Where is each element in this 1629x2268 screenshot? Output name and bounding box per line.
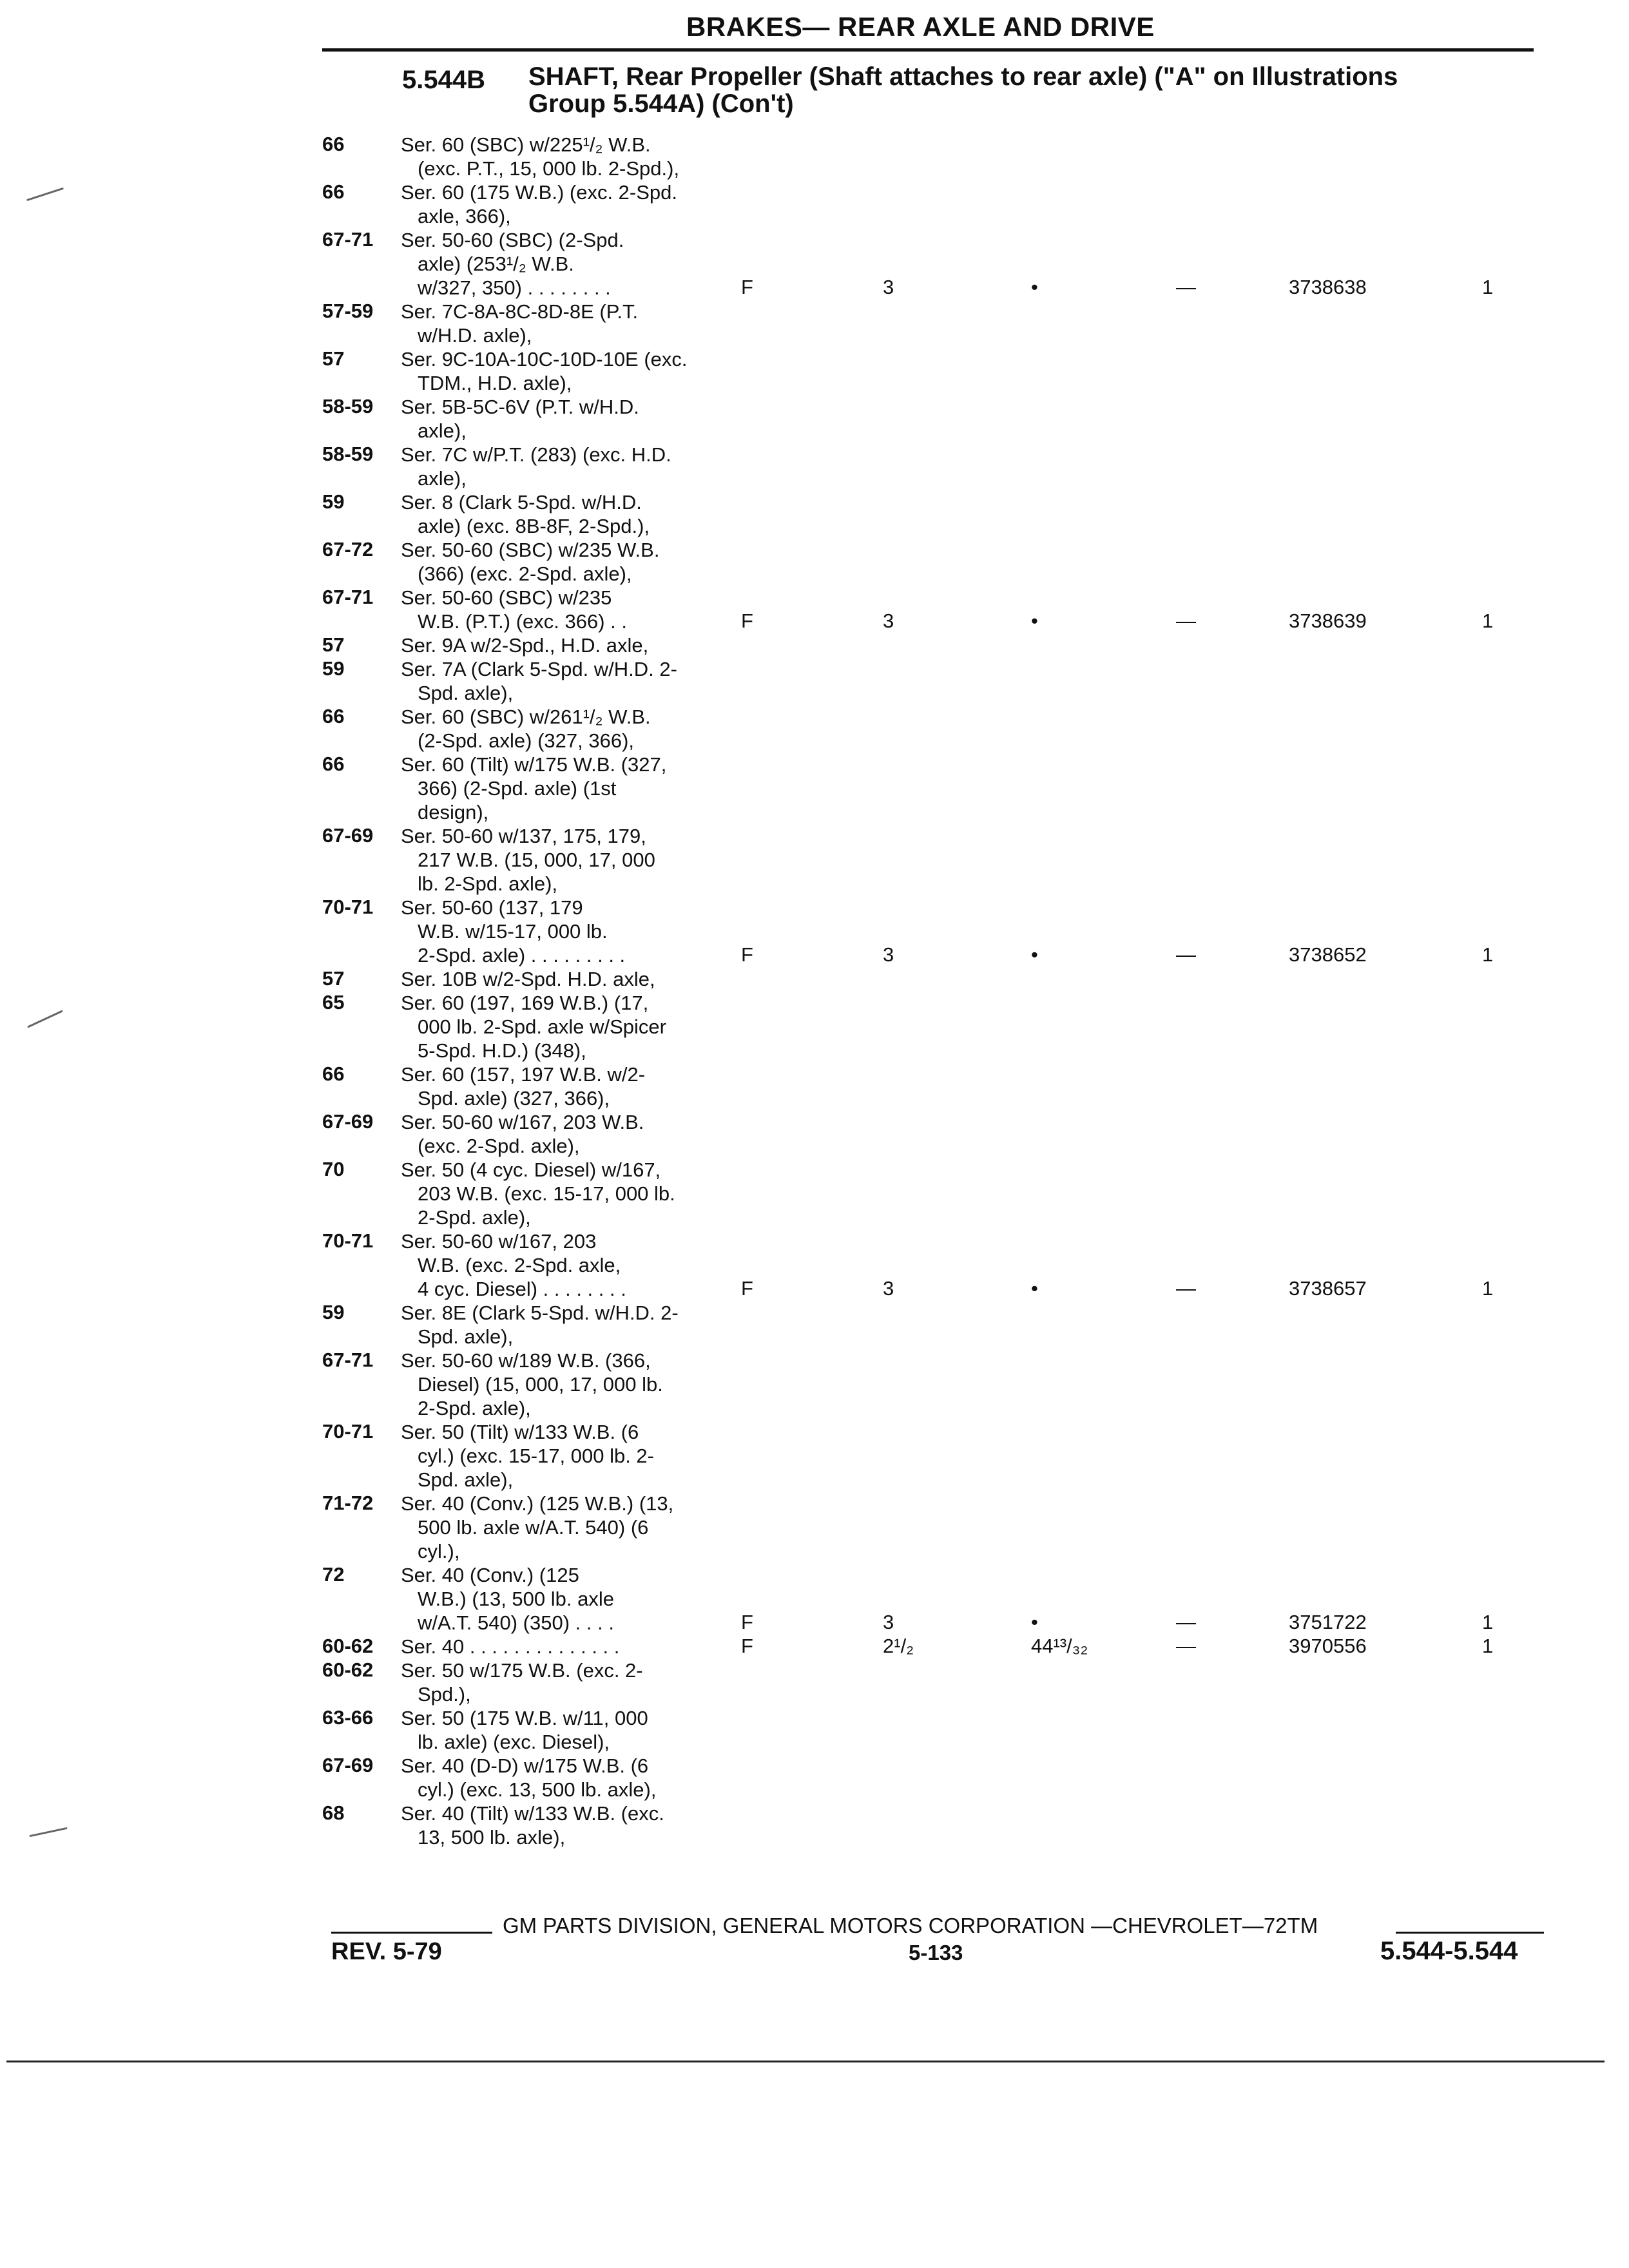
data-row-dash: — xyxy=(1176,1635,1196,1657)
entry-description xyxy=(401,300,762,347)
section-title xyxy=(528,63,1527,117)
entry-year: 59 xyxy=(322,657,345,680)
entry-description-line: Ser. 60 (SBC) w/225¹/₂ W.B. xyxy=(401,133,651,156)
section-number: 5.544B xyxy=(402,66,485,94)
entry-description-line: Ser. 50 (175 W.B. w/11, 000 xyxy=(401,1707,648,1729)
entry-description-line: axle), xyxy=(418,419,467,442)
data-row-dia: 2¹/₂ xyxy=(883,1635,914,1657)
entry-description xyxy=(401,443,762,490)
entry-year: 66 xyxy=(322,180,345,203)
entry-description-line: Ser. 50-60 (137, 179 xyxy=(401,896,583,919)
entry-description-line: Ser. 10B w/2-Spd. H.D. axle, xyxy=(401,968,655,990)
entry-description-line: Ser. 40 (Conv.) (125 xyxy=(401,1564,579,1586)
entry-year: 59 xyxy=(322,490,345,513)
header-rule xyxy=(322,48,1534,52)
entry-description xyxy=(401,1635,762,1658)
entry-year: 58-59 xyxy=(322,395,374,418)
data-row-type: F xyxy=(741,276,753,298)
data-row-part: 3738638 xyxy=(1289,276,1367,298)
entry-description xyxy=(401,1110,762,1158)
margin-mark xyxy=(29,1827,67,1837)
entry-year: 59 xyxy=(322,1301,345,1323)
entry-description xyxy=(401,133,762,180)
entry-description xyxy=(401,1158,762,1229)
entry-year: 57 xyxy=(322,967,345,990)
data-row-type: F xyxy=(741,943,753,966)
entry-description-line: Diesel) (15, 000, 17, 000 lb. xyxy=(418,1373,663,1396)
entry-description xyxy=(401,1301,762,1349)
entry-description-line: 366) (2-Spd. axle) (1st xyxy=(418,777,617,800)
bottom-rule xyxy=(6,2061,1605,2062)
entry-description-line: Ser. 50-60 (SBC) w/235 W.B. xyxy=(401,539,660,561)
data-row-type: F xyxy=(741,1635,753,1657)
entry-description-line: Spd. axle), xyxy=(418,1325,514,1348)
entry-year: 70-71 xyxy=(322,1420,374,1443)
entry-description-line: Ser. 40 . . . . . . . . . . . . . . xyxy=(401,1635,620,1658)
footer-page-number: 5-133 xyxy=(909,1941,963,1965)
data-row-qty: 1 xyxy=(1482,276,1494,298)
entry-description xyxy=(401,586,762,633)
entry-description xyxy=(401,1754,762,1802)
data-row-dash: — xyxy=(1176,943,1196,966)
data-row-length: • xyxy=(1031,1277,1038,1300)
entry-description-line: 5-Spd. H.D.) (348), xyxy=(418,1039,586,1062)
section-title-line-1: SHAFT, Rear Propeller (Shaft attaches to rear axle) ("A" on Illustrations xyxy=(528,62,1398,91)
data-row-qty: 1 xyxy=(1482,1277,1494,1300)
entry-description-line: Ser. 7C-8A-8C-8D-8E (P.T. xyxy=(401,300,639,323)
margin-mark xyxy=(27,1010,63,1028)
entry-description-line: Ser. 50-60 w/189 W.B. (366, xyxy=(401,1349,651,1372)
footer-publisher: GM PARTS DIVISION, GENERAL MOTORS CORPORATION —CHEVROLET—72TM xyxy=(503,1914,1318,1937)
entry-description-line: Ser. 60 (SBC) w/261¹/₂ W.B. xyxy=(401,706,651,728)
entry-description-line: 203 W.B. (exc. 15-17, 000 lb. xyxy=(418,1182,675,1205)
entry-description-line: 13, 500 lb. axle), xyxy=(418,1826,566,1849)
data-row-dia: 3 xyxy=(883,1277,894,1300)
margin-mark xyxy=(26,187,64,201)
entry-description-line: axle), xyxy=(418,467,467,490)
entry-description xyxy=(401,1492,762,1563)
entry-description-line: Ser. 40 (Conv.) (125 W.B.) (13, xyxy=(401,1492,674,1515)
entry-description-line: Spd. axle) (327, 366), xyxy=(418,1087,610,1110)
entry-year: 67-71 xyxy=(322,586,374,608)
entry-description xyxy=(401,1802,762,1849)
entry-year: 67-72 xyxy=(322,538,374,561)
data-row-dash: — xyxy=(1176,1277,1196,1300)
entry-description-line: 217 W.B. (15, 000, 17, 000 xyxy=(418,849,655,871)
data-row-length: • xyxy=(1031,276,1038,298)
entry-description xyxy=(401,657,762,705)
entry-description-line: Ser. 60 (157, 197 W.B. w/2- xyxy=(401,1063,646,1086)
entry-description xyxy=(401,1349,762,1420)
data-row-dash: — xyxy=(1176,1611,1196,1633)
entry-description xyxy=(401,1062,762,1110)
entry-year: 57 xyxy=(322,347,345,370)
data-row-length: • xyxy=(1031,943,1038,966)
footer-rule-right xyxy=(1396,1932,1544,1934)
entry-description-line: Ser. 7A (Clark 5-Spd. w/H.D. 2- xyxy=(401,658,677,680)
entry-description xyxy=(401,347,762,395)
entry-description-line: W.B. (P.T.) (exc. 366) . . xyxy=(418,610,628,633)
entry-description-line: Ser. 9C-10A-10C-10D-10E (exc. xyxy=(401,348,688,370)
data-row-part: 3738639 xyxy=(1289,610,1367,632)
entry-description-line: Ser. 50-60 w/167, 203 W.B. xyxy=(401,1111,644,1133)
entry-description xyxy=(401,1229,762,1301)
entry-description xyxy=(401,753,762,824)
entry-year: 70-71 xyxy=(322,896,374,918)
entry-description-line: axle, 366), xyxy=(418,205,511,227)
entry-description-line: 000 lb. 2-Spd. axle w/Spicer xyxy=(418,1015,666,1038)
entry-description-line: cyl.), xyxy=(418,1540,460,1562)
entry-description-line: 2-Spd. axle), xyxy=(418,1397,531,1419)
section-title-line-2: Group 5.544A) (Con't) xyxy=(528,90,794,118)
entry-year: 67-71 xyxy=(322,1349,374,1371)
entry-year: 58-59 xyxy=(322,443,374,465)
entry-year: 70 xyxy=(322,1158,345,1180)
entry-description-line: Ser. 7C w/P.T. (283) (exc. H.D. xyxy=(401,443,671,466)
footer-group-ref: 5.544-5.544 xyxy=(1380,1937,1518,1965)
entry-description xyxy=(401,633,762,657)
data-row-dia: 3 xyxy=(883,610,894,632)
entry-description-line: W.B. (exc. 2-Spd. axle, xyxy=(418,1254,621,1276)
entry-description-line: 500 lb. axle w/A.T. 540) (6 xyxy=(418,1516,649,1539)
entry-year: 68 xyxy=(322,1802,345,1824)
entry-description xyxy=(401,228,762,300)
entry-year: 72 xyxy=(322,1563,345,1586)
data-row-length: • xyxy=(1031,1611,1038,1633)
entry-description xyxy=(401,538,762,586)
entry-description xyxy=(401,705,762,753)
entry-description-line: Ser. 50 (4 cyc. Diesel) w/167, xyxy=(401,1158,661,1181)
entry-description xyxy=(401,180,762,228)
data-row-qty: 1 xyxy=(1482,943,1494,966)
entry-year: 67-69 xyxy=(322,824,374,847)
entry-description-line: 2-Spd. axle) . . . . . . . . . xyxy=(418,944,626,966)
entry-description-line: Spd. axle), xyxy=(418,682,514,704)
data-row-part: 3738652 xyxy=(1289,943,1367,966)
entry-year: 71-72 xyxy=(322,1492,374,1514)
entry-description-line: Ser. 9A w/2-Spd., H.D. axle, xyxy=(401,634,649,657)
entry-year: 60-62 xyxy=(322,1635,374,1657)
entry-description-line: lb. axle) (exc. Diesel), xyxy=(418,1731,610,1753)
footer-revision: REV. 5-79 xyxy=(331,1938,442,1965)
data-row-part: 3738657 xyxy=(1289,1277,1367,1300)
data-row-type: F xyxy=(741,1277,753,1300)
entry-description-line: design), xyxy=(418,801,489,823)
data-row-qty: 1 xyxy=(1482,1635,1494,1657)
entry-description-line: (exc. 2-Spd. axle), xyxy=(418,1135,580,1157)
entry-year: 67-71 xyxy=(322,228,374,251)
entry-description-line: (exc. P.T., 15, 000 lb. 2-Spd.), xyxy=(418,157,680,180)
entry-description-line: (366) (exc. 2-Spd. axle), xyxy=(418,562,632,585)
data-row-dia: 3 xyxy=(883,943,894,966)
entry-year: 63-66 xyxy=(322,1706,374,1729)
entry-year: 66 xyxy=(322,133,345,155)
data-row-dash: — xyxy=(1176,276,1196,298)
entry-description-line: w/A.T. 540) (350) . . . . xyxy=(418,1611,614,1634)
data-row-dash: — xyxy=(1176,610,1196,632)
entry-description-line: axle) (253¹/₂ W.B. xyxy=(418,253,574,275)
data-row-part: 3970556 xyxy=(1289,1635,1367,1657)
entry-description-line: Spd.), xyxy=(418,1683,471,1706)
entry-description-line: (2-Spd. axle) (327, 366), xyxy=(418,729,635,752)
entry-year: 65 xyxy=(322,991,345,1014)
entry-description-line: Ser. 60 (Tilt) w/175 W.B. (327, xyxy=(401,753,667,776)
entry-description-line: Ser. 50 (Tilt) w/133 W.B. (6 xyxy=(401,1421,639,1443)
entry-description xyxy=(401,395,762,443)
entry-description-line: axle) (exc. 8B-8F, 2-Spd.), xyxy=(418,515,650,537)
data-row-qty: 1 xyxy=(1482,610,1494,632)
entry-year: 66 xyxy=(322,753,345,775)
entry-year: 57-59 xyxy=(322,300,374,322)
data-row-qty: 1 xyxy=(1482,1611,1494,1633)
data-row-dia: 3 xyxy=(883,276,894,298)
entry-description-line: cyl.) (exc. 15-17, 000 lb. 2- xyxy=(418,1445,654,1467)
entry-description xyxy=(401,1563,762,1635)
entry-description-line: Ser. 5B-5C-6V (P.T. w/H.D. xyxy=(401,396,639,418)
entry-description xyxy=(401,1420,762,1492)
entry-year: 57 xyxy=(322,633,345,656)
entry-year: 67-69 xyxy=(322,1110,374,1133)
entry-description xyxy=(401,991,762,1062)
entry-description-line: Ser. 40 (D-D) w/175 W.B. (6 xyxy=(401,1754,649,1777)
entry-year: 66 xyxy=(322,1062,345,1085)
entry-description-line: 2-Spd. axle), xyxy=(418,1206,531,1229)
entry-description xyxy=(401,1706,762,1754)
entry-description-line: w/327, 350) . . . . . . . . xyxy=(418,276,611,299)
entry-description xyxy=(401,896,762,967)
data-row-type: F xyxy=(741,1611,753,1633)
entry-description-line: cyl.) (exc. 13, 500 lb. axle), xyxy=(418,1778,657,1801)
entry-description-line: w/H.D. axle), xyxy=(418,324,532,347)
entry-year: 60-62 xyxy=(322,1658,374,1681)
entry-description-line: Ser. 8 (Clark 5-Spd. w/H.D. xyxy=(401,491,642,514)
entry-description xyxy=(401,1658,762,1706)
entry-year: 70-71 xyxy=(322,1229,374,1252)
entry-description-line: Ser. 50 w/175 W.B. (exc. 2- xyxy=(401,1659,643,1682)
entry-description-line: Ser. 50-60 (SBC) (2-Spd. xyxy=(401,229,624,251)
entry-description-line: lb. 2-Spd. axle), xyxy=(418,872,558,895)
data-row-length: • xyxy=(1031,610,1038,632)
data-row-part: 3751722 xyxy=(1289,1611,1367,1633)
entry-description xyxy=(401,490,762,538)
data-row-type: F xyxy=(741,610,753,632)
entry-description-line: W.B.) (13, 500 lb. axle xyxy=(418,1588,614,1610)
entry-description-line: Spd. axle), xyxy=(418,1468,514,1491)
entry-description-line: Ser. 40 (Tilt) w/133 W.B. (exc. xyxy=(401,1802,664,1825)
page-header-title: BRAKES— REAR AXLE AND DRIVE xyxy=(686,12,1155,42)
entry-description xyxy=(401,824,762,896)
entry-description-line: Ser. 50-60 w/137, 175, 179, xyxy=(401,825,646,847)
entry-description-line: Ser. 8E (Clark 5-Spd. w/H.D. 2- xyxy=(401,1302,679,1324)
footer-rule-left xyxy=(331,1932,492,1934)
entry-year: 66 xyxy=(322,705,345,727)
entry-description-line: Ser. 60 (175 W.B.) (exc. 2-Spd. xyxy=(401,181,678,204)
entry-description-line: 4 cyc. Diesel) . . . . . . . . xyxy=(418,1278,626,1300)
entry-description-line: Ser. 50-60 (SBC) w/235 xyxy=(401,586,612,609)
entry-description-line: Ser. 50-60 w/167, 203 xyxy=(401,1230,597,1253)
entry-description-line: W.B. w/15-17, 000 lb. xyxy=(418,920,608,943)
data-row-length: 44¹³/₃₂ xyxy=(1031,1635,1088,1657)
entry-description-line: TDM., H.D. axle), xyxy=(418,372,572,394)
data-row-dia: 3 xyxy=(883,1611,894,1633)
entry-description xyxy=(401,967,762,991)
entry-description-line: Ser. 60 (197, 169 W.B.) (17, xyxy=(401,992,649,1014)
entry-year: 67-69 xyxy=(322,1754,374,1776)
